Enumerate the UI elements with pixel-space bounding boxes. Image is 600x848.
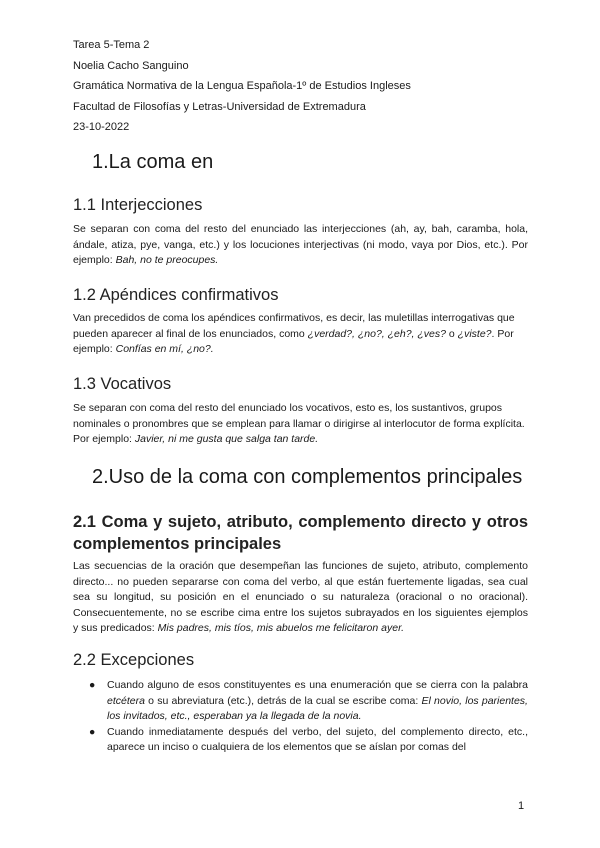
section-1-2-paragraph (73, 311, 528, 358)
section-2-2-title: 2.2 Excepciones (73, 651, 195, 669)
section-1-3-title: 1.3 Vocativos (73, 375, 172, 393)
section-1-2-example: Confías en mí, ¿no?. (115, 343, 214, 355)
list-item (73, 725, 528, 756)
exception-1-example: El novio, los parientes, los invitados, etc., esperaban ya la llegada de la novia. (107, 694, 528, 722)
section-1-1-paragraph (73, 222, 528, 269)
header-line-task: Tarea 5-Tema 2 (73, 39, 150, 51)
section-1-3-text: Se separan con coma del resto del enunciado los vocativos, esto es, los sustantivos, grupos nominales o pronombres que se emplean para llamar o dirigirse al interlocutor de forma explícita. Por ejemplo: (73, 402, 525, 445)
section-1-3-paragraph (73, 401, 528, 448)
exception-2-text: Cuando inmediatamente después del verbo, del sujeto, del complemento directo, etc., aparece un inciso o cualquiera de los elementos que se aíslan por comas del (107, 725, 528, 753)
section-2-1-text: Las secuencias de la oración que desempeñan las funciones de sujeto, atributo, complemento directo... no pueden separarse con coma del verbo, al que están fuertemente ligadas, sea cual sea su longitud, su posición en el enunciado o su naturaleza (oracional o no oracional). Consecuentemente, no se escribe cima entre los sujetos subrayados en los siguientes ejemplos y sus predicados: (73, 560, 528, 634)
section-1-2-terms: ¿verdad?, ¿no?, ¿eh?, ¿ves? (307, 327, 446, 340)
section-1-1-example: Bah, no te preocupes. (115, 254, 219, 266)
header-line-faculty: Facultad de Filosofías y Letras-Universidad de Extremadura (73, 100, 366, 113)
section-1-1-text: Se separan con coma del resto del enunciado las interjecciones (ah, ay, bah, caramba, hola, ándale, atiza, pye, vanga, etc.) y los locuciones interjectivas (ni modo, vaya por Dios, etc.). Por ejemplo: (73, 223, 528, 266)
section-1-2-term-last: ¿viste? (457, 327, 492, 340)
section-1-3-example: Javier, ni me gusta que salga tan tarde. (134, 433, 319, 445)
section-2-1-title: 2.1 Coma y sujeto, atributo, complemento directo y otros complementos principales (73, 513, 528, 553)
document-header (73, 35, 411, 138)
bullet-dot-icon: ● (89, 725, 96, 738)
list-item (73, 678, 528, 725)
exception-1-text-a: Cuando alguno de esos constituyentes es una enumeración que se cierra con la palabra (107, 679, 528, 691)
section-1-2-after: . Por ejemplo: (73, 327, 514, 355)
section-1-2-mid: o (445, 327, 458, 340)
section-1-title: 1.La coma en (92, 151, 214, 173)
section-2-1-paragraph (73, 559, 528, 637)
section-2-title: 2.Uso de la coma con complementos principales (92, 466, 523, 488)
section-2-1-example: Mis padres, mis tíos, mis abuelos me felicitaron ayer. (157, 622, 405, 634)
section-1-2-title: 1.2 Apéndices confirmativos (73, 286, 279, 304)
exceptions-list (73, 678, 528, 756)
header-line-date: 23-10-2022 (73, 121, 130, 133)
header-line-course: Gramática Normativa de la Lengua Española-1º de Estudios Ingleses (73, 80, 411, 92)
bullet-dot-icon: ● (89, 679, 96, 691)
section-1-2-text: Van precedidos de coma los apéndices confirmativos, es decir, las muletillas interrogativas que pueden aparecer al final de los enunciados, como (73, 312, 515, 340)
section-1-1-title: 1.1 Interjecciones (73, 196, 203, 214)
page-number: 1 (518, 800, 525, 812)
exception-1-term: etcétera (107, 694, 145, 707)
header-line-author: Noelia Cacho Sanguino (73, 59, 189, 72)
exception-1-text-b: o su abreviatura (etc.), detrás de la cual se escribe coma: (144, 694, 422, 707)
